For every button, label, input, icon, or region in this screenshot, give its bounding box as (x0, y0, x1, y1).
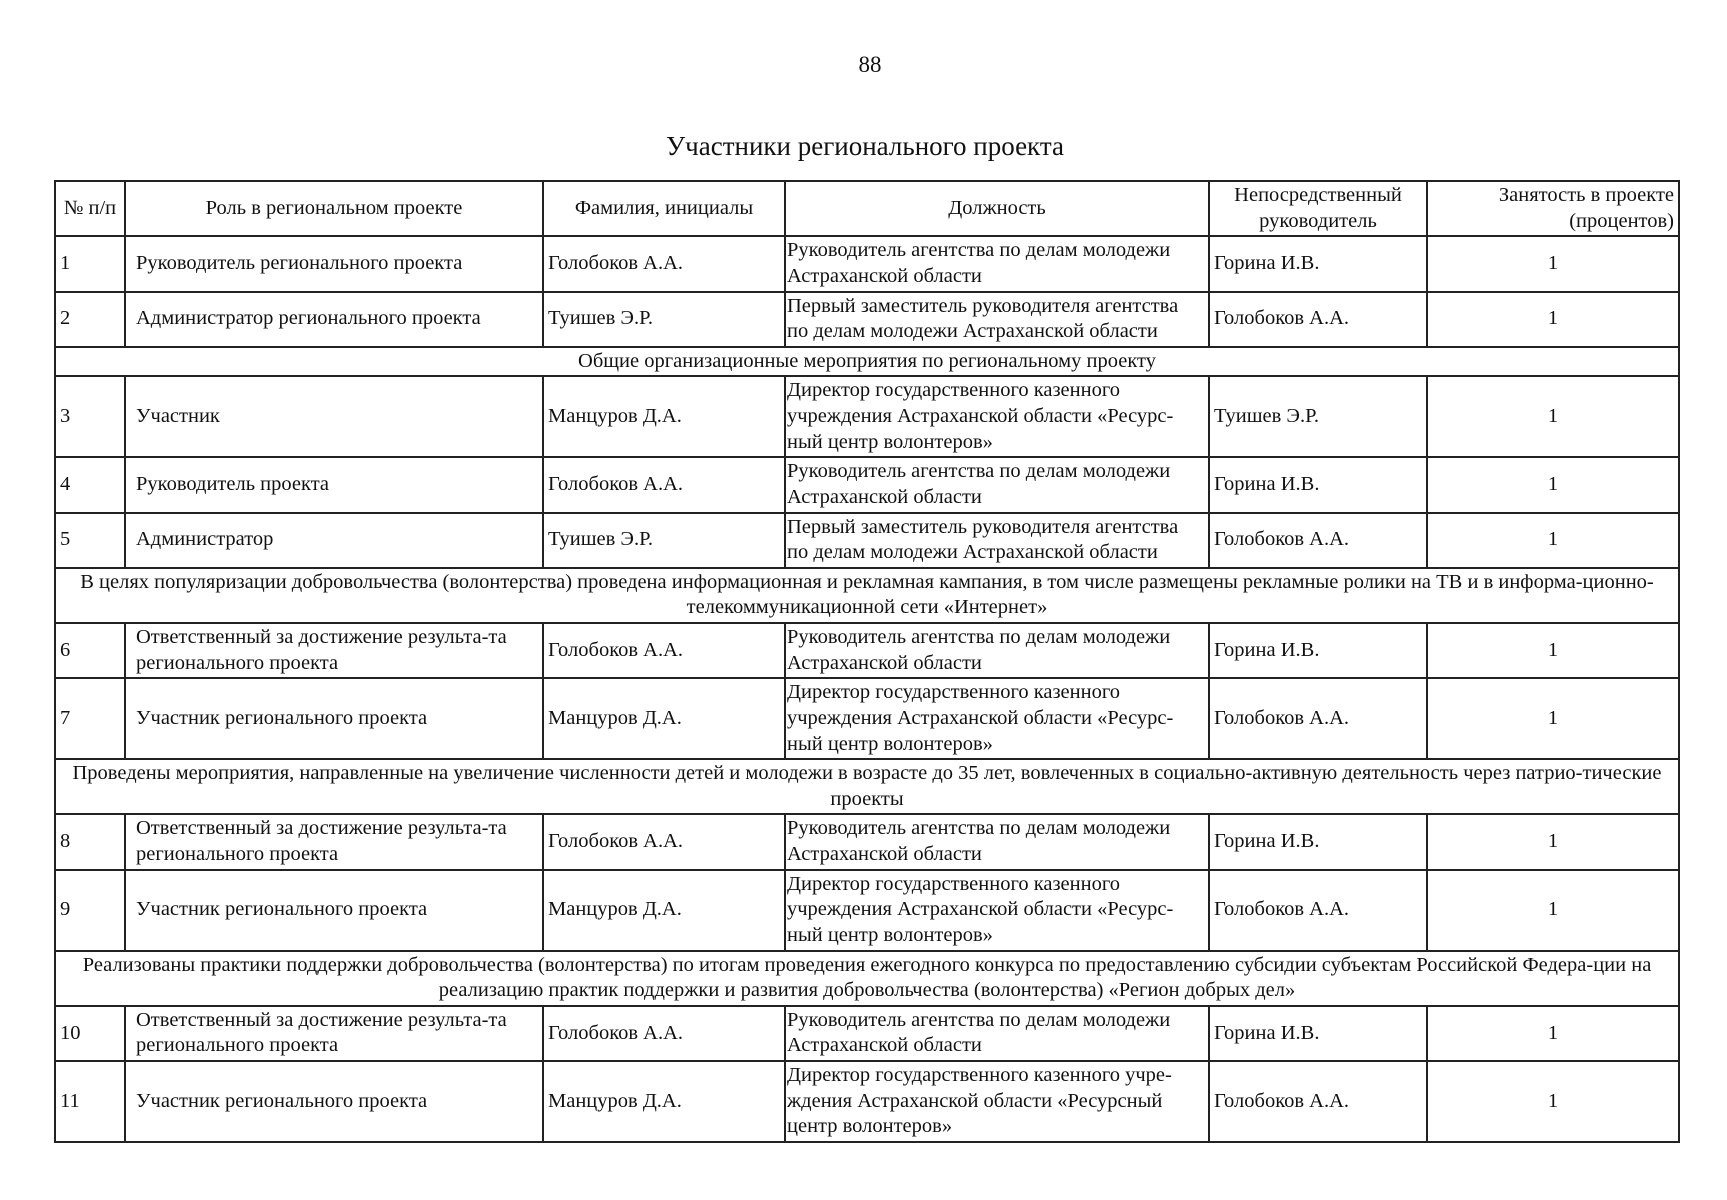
header-number: № п/п (55, 181, 125, 236)
row-role: Администратор регионального проекта (125, 292, 543, 347)
row-position: Руководитель агентства по делам молодежи Астраханской области (785, 623, 1209, 678)
row-name: Голобоков А.А. (543, 457, 785, 512)
row-role: Участник (125, 376, 543, 457)
table-row (55, 623, 1679, 678)
row-supervisor: Горина И.В. (1209, 814, 1427, 869)
row-number: 4 (55, 457, 125, 512)
header-employment: Занятость в проекте (процентов) (1427, 181, 1679, 236)
header-role: Роль в региональном проекте (125, 181, 543, 236)
row-number: 6 (55, 623, 125, 678)
row-position: Руководитель агентства по делам молодежи Астраханской области (785, 457, 1209, 512)
table-row (55, 814, 1679, 869)
row-position: Руководитель агентства по делам молодежи Астраханской области (785, 814, 1209, 869)
row-role: Администратор (125, 513, 543, 568)
row-position: Руководитель агентства по делам молодежи Астраханской области (785, 1006, 1209, 1061)
row-role: Ответственный за достижение результа-та регионального проекта (125, 814, 543, 869)
row-employment: 1 (1427, 678, 1679, 759)
row-role: Участник регионального проекта (125, 1061, 543, 1142)
row-name: Туишев Э.Р. (543, 292, 785, 347)
row-position: Первый заместитель руководителя агентства по делам молодежи Астраханской области (785, 513, 1209, 568)
row-supervisor: Горина И.В. (1209, 623, 1427, 678)
row-employment: 1 (1427, 1061, 1679, 1142)
row-number: 5 (55, 513, 125, 568)
row-position: Директор государственного казенного учреждения Астраханской области «Ресурс-ный центр волонтеров» (785, 678, 1209, 759)
row-employment: 1 (1427, 623, 1679, 678)
row-name: Голобоков А.А. (543, 623, 785, 678)
row-supervisor: Голобоков А.А. (1209, 292, 1427, 347)
table-row (55, 457, 1679, 512)
row-number: 11 (55, 1061, 125, 1142)
row-name: Туишев Э.Р. (543, 513, 785, 568)
section-row (55, 347, 1679, 377)
row-employment: 1 (1427, 457, 1679, 512)
table-row (55, 1006, 1679, 1061)
section-title: Проведены мероприятия, направленные на увеличение численности детей и молодежи в возрасте до 35 лет, вовлеченных в социально-активную деятельность через патрио-тические проекты (55, 759, 1679, 814)
row-position: Руководитель агентства по делам молодежи Астраханской области (785, 236, 1209, 291)
row-employment: 1 (1427, 870, 1679, 951)
table-row (55, 1061, 1679, 1142)
row-employment: 1 (1427, 814, 1679, 869)
row-name: Голобоков А.А. (543, 814, 785, 869)
row-supervisor: Горина И.В. (1209, 236, 1427, 291)
row-number: 7 (55, 678, 125, 759)
row-number: 8 (55, 814, 125, 869)
row-name: Манцуров Д.А. (543, 376, 785, 457)
table-row (55, 678, 1679, 759)
row-supervisor: Голобоков А.А. (1209, 678, 1427, 759)
header-name: Фамилия, инициалы (543, 181, 785, 236)
table-header-row (55, 181, 1679, 236)
row-supervisor: Голобоков А.А. (1209, 1061, 1427, 1142)
row-number: 1 (55, 236, 125, 291)
row-number: 10 (55, 1006, 125, 1061)
row-supervisor: Голобоков А.А. (1209, 513, 1427, 568)
participants-table (54, 180, 1680, 1143)
row-name: Манцуров Д.А. (543, 1061, 785, 1142)
table-row (55, 513, 1679, 568)
row-number: 3 (55, 376, 125, 457)
table-row (55, 376, 1679, 457)
row-name: Голобоков А.А. (543, 236, 785, 291)
row-supervisor: Горина И.В. (1209, 457, 1427, 512)
section-title: В целях популяризации добровольчества (волонтерства) проведена информационная и рекламная кампания, в том числе размещены рекламные ролики на ТВ и в информа-ционно-телекоммуникационной сети «Интернет» (55, 568, 1679, 623)
row-name: Голобоков А.А. (543, 1006, 785, 1061)
row-employment: 1 (1427, 1006, 1679, 1061)
section-row (55, 568, 1679, 623)
row-role: Участник регионального проекта (125, 678, 543, 759)
row-name: Манцуров Д.А. (543, 870, 785, 951)
row-role: Участник регионального проекта (125, 870, 543, 951)
row-supervisor: Горина И.В. (1209, 1006, 1427, 1061)
table-row (55, 236, 1679, 291)
row-position: Директор государственного казенного учре-ждения Астраханской области «Ресурсный центр волонтеров» (785, 1061, 1209, 1142)
row-role: Ответственный за достижение результа-та регионального проекта (125, 1006, 543, 1061)
section-title: Общие организационные мероприятия по региональному проекту (55, 347, 1679, 377)
page-title: Участники регионального проекта (666, 131, 1064, 161)
row-employment: 1 (1427, 376, 1679, 457)
row-name: Манцуров Д.А. (543, 678, 785, 759)
row-role: Руководитель регионального проекта (125, 236, 543, 291)
row-position: Директор государственного казенного учреждения Астраханской области «Ресурс-ный центр волонтеров» (785, 870, 1209, 951)
table-row (55, 870, 1679, 951)
row-supervisor: Туишев Э.Р. (1209, 376, 1427, 457)
row-employment: 1 (1427, 236, 1679, 291)
header-position: Должность (785, 181, 1209, 236)
section-row (55, 951, 1679, 1006)
table-row (55, 292, 1679, 347)
section-title: Реализованы практики поддержки добровольчества (волонтерства) по итогам проведения ежегодного конкурса по предоставлению субсидии субъектам Российской Федера-ции на реализацию практик поддержки и развития добровольчества (волонтерства) «Регион добрых дел» (55, 951, 1679, 1006)
page-number: 88 (858, 52, 882, 77)
row-supervisor: Голобоков А.А. (1209, 870, 1427, 951)
row-employment: 1 (1427, 513, 1679, 568)
row-number: 9 (55, 870, 125, 951)
row-number: 2 (55, 292, 125, 347)
row-position: Первый заместитель руководителя агентства по делам молодежи Астраханской области (785, 292, 1209, 347)
row-employment: 1 (1427, 292, 1679, 347)
row-position: Директор государственного казенного учреждения Астраханской области «Ресурс-ный центр волонтеров» (785, 376, 1209, 457)
header-supervisor: Непосредственный руководитель (1209, 181, 1427, 236)
row-role: Ответственный за достижение результа-та регионального проекта (125, 623, 543, 678)
section-row (55, 759, 1679, 814)
row-role: Руководитель проекта (125, 457, 543, 512)
